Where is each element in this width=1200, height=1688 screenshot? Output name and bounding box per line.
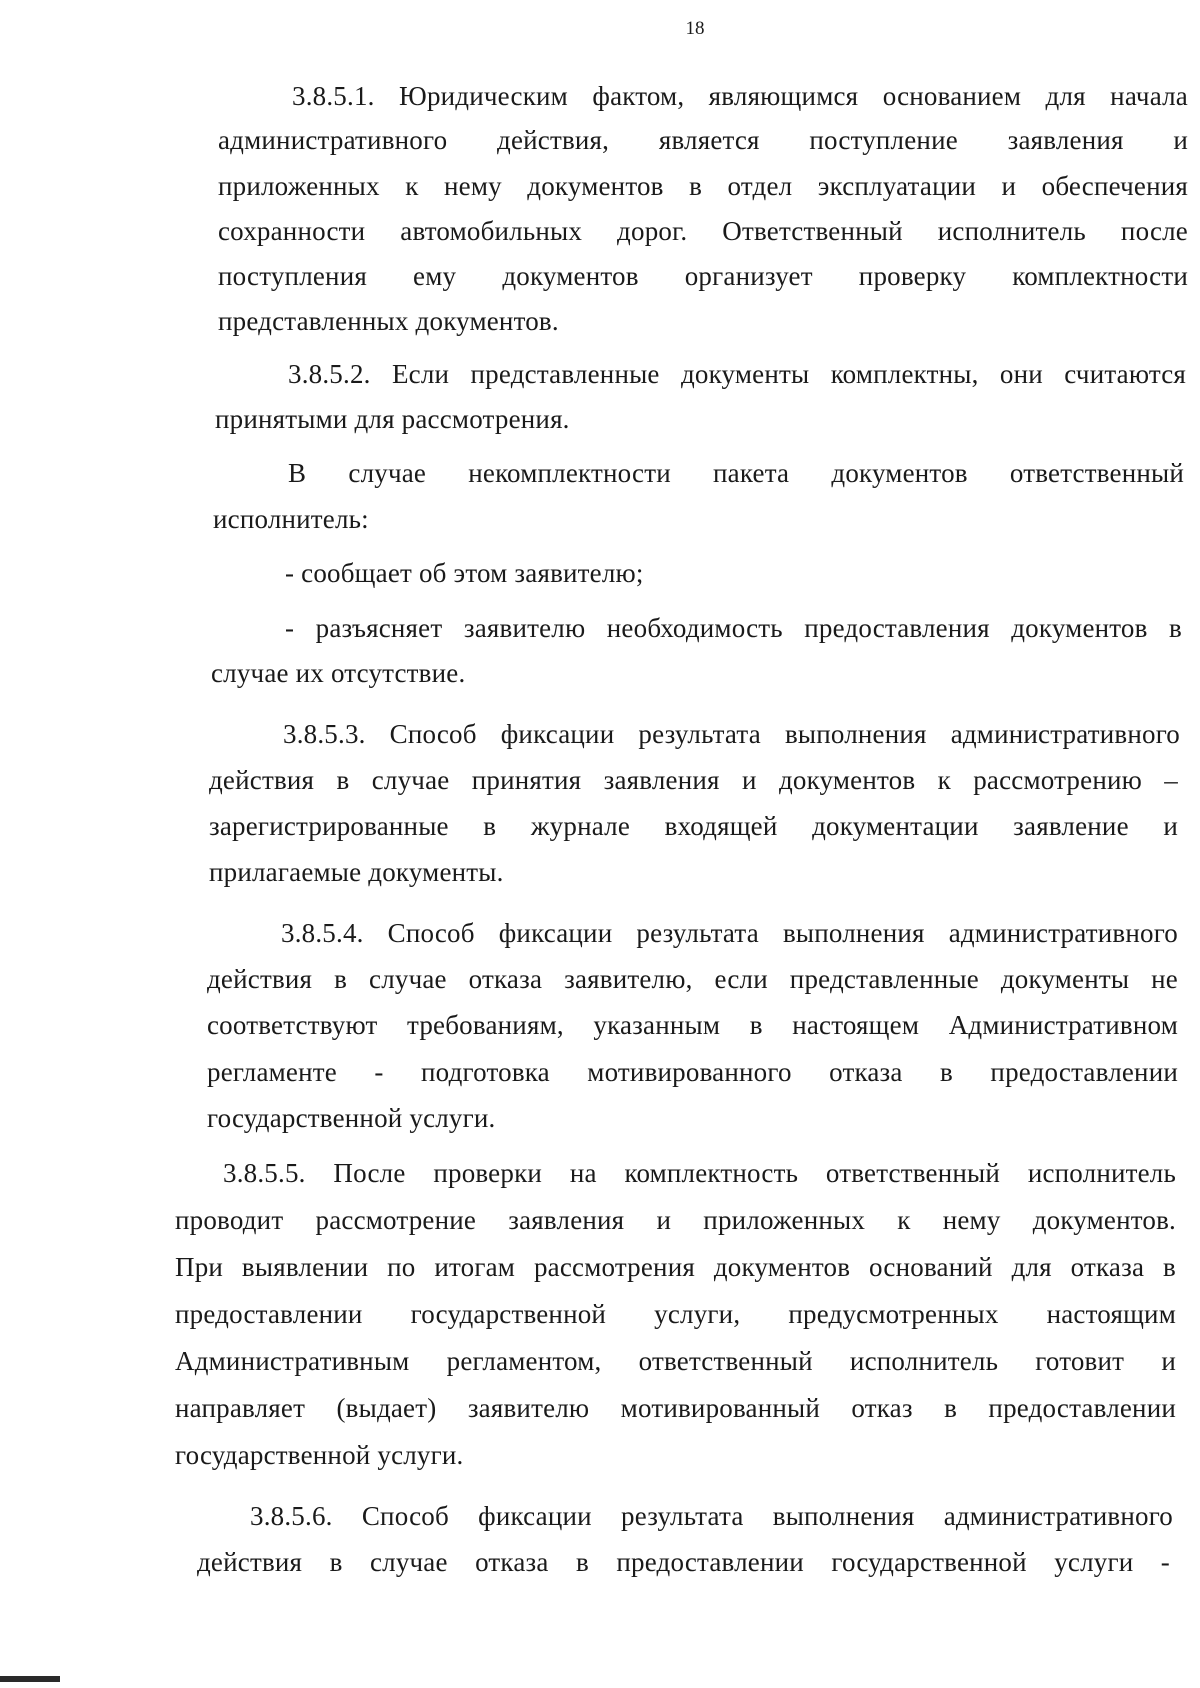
text-line: государственной услуги. (207, 1103, 496, 1133)
text-line: прилагаемые документы. (209, 857, 504, 887)
text-line: действия в случае отказа в предоставлении государственной услуги - (197, 1547, 1170, 1577)
text-line: регламенте - подготовка мотивированного отказа в предоставлении (207, 1057, 1178, 1087)
text-line: приложенных к нему документов в отдел эксплуатации и обеспечения (218, 171, 1188, 201)
text-line: проводит рассмотрение заявления и приложенных к нему документов. (175, 1205, 1176, 1235)
text-line: сохранности автомобильных дорог. Ответственный исполнитель после (218, 216, 1188, 246)
text-line: поступления ему документов организует проверку комплектности (218, 261, 1188, 291)
text-line: 3.8.5.3. Способ фиксации результата выполнения административного (283, 719, 1180, 749)
page-number: 18 (685, 18, 705, 39)
text-line: 3.8.5.2. Если представленные документы комплектны, они считаются (288, 359, 1186, 389)
text-line: исполнитель: (213, 504, 369, 534)
text-line: представленных документов. (218, 306, 559, 336)
text-line: соответствуют требованиям, указанным в настоящем Административном (207, 1010, 1178, 1040)
text-line: государственной услуги. (175, 1440, 464, 1470)
text-line: зарегистрированные в журнале входящей документации заявление и (209, 811, 1178, 841)
text-line: При выявлении по итогам рассмотрения документов оснований для отказа в (175, 1252, 1176, 1282)
text-line: 3.8.5.1. Юридическим фактом, являющимся основанием для начала (292, 81, 1188, 111)
text-line: предоставлении государственной услуги, предусмотренных настоящим (175, 1299, 1176, 1329)
scan-edge-mark (0, 1676, 60, 1682)
text-line: Административным регламентом, ответственный исполнитель готовит и (175, 1346, 1176, 1376)
text-line: - сообщает об этом заявителю; (285, 558, 644, 588)
text-line: направляет (выдает) заявителю мотивированный отказ в предоставлении (175, 1393, 1176, 1423)
text-line: действия в случае принятия заявления и документов к рассмотрению – (209, 765, 1178, 795)
text-line: административного действия, является поступление заявления и (218, 125, 1188, 155)
text-line: принятыми для рассмотрения. (215, 404, 570, 434)
text-line: - разъясняет заявителю необходимость предоставления документов в (285, 613, 1182, 643)
text-line: В случае некомплектности пакета документов ответственный (288, 458, 1184, 488)
text-line: 3.8.5.6. Способ фиксации результата выполнения административного (250, 1501, 1173, 1531)
text-line: действия в случае отказа заявителю, если представленные документы не (207, 964, 1178, 994)
text-line: 3.8.5.5. После проверки на комплектность ответственный исполнитель (223, 1158, 1176, 1188)
text-line: случае их отсутствие. (211, 658, 466, 688)
text-line: 3.8.5.4. Способ фиксации результата выполнения административного (281, 918, 1178, 948)
